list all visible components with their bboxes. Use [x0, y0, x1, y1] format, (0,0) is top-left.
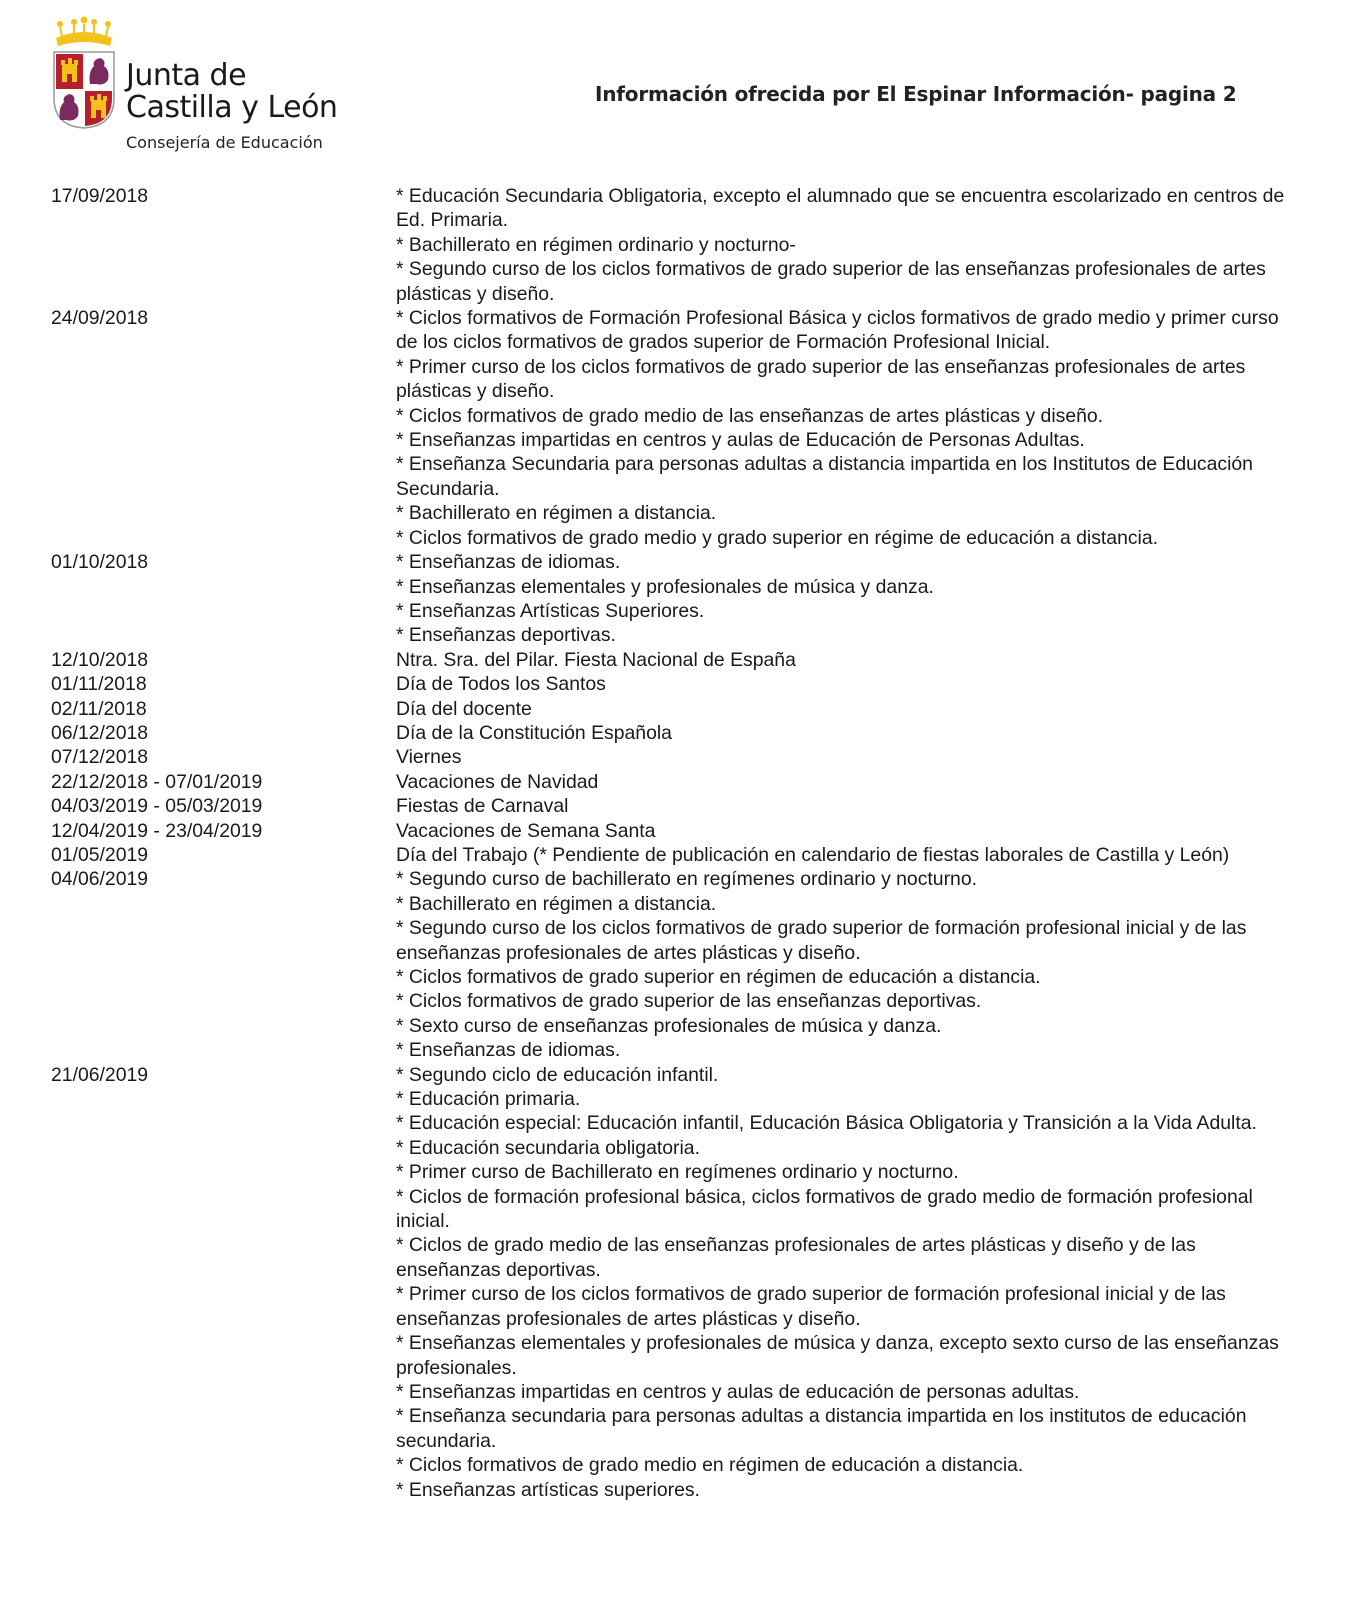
- calendar-description-line: * Educación Secundaria Obligatoria, excepto el alumnado que se encuentra escolarizado en centros de Ed. Primaria.: [396, 185, 1285, 232]
- calendar-description-line: * Ciclos de formación profesional básica, ciclos formativos de grado medio de formación profesional inicial.: [396, 1185, 1253, 1233]
- calendar-description-line: Viernes: [396, 746, 462, 769]
- logo-subtitle: Consejería de Educación: [126, 133, 323, 152]
- calendar-date: 04/06/2019: [51, 868, 149, 891]
- calendar-description-line: * Segundo ciclo de educación infantil.: [396, 1063, 719, 1086]
- calendar-row: [51, 1063, 1311, 1502]
- calendar-description: [396, 672, 1296, 696]
- calendar-description: [396, 306, 1296, 550]
- calendar-row: [51, 184, 1311, 306]
- calendar-description-line: Día del Trabajo (* Pendiente de publicación en calendario de fiestas laborales de Castilla y León): [396, 843, 1230, 866]
- calendar-date: 24/09/2018: [51, 307, 149, 330]
- crown-icon: [52, 16, 116, 48]
- calendar-row: [51, 672, 1311, 696]
- calendar-row: [51, 819, 1311, 843]
- calendar-description-line: * Ciclos formativos de grado medio de las enseñanzas de artes plásticas y diseño.: [396, 404, 1104, 427]
- calendar-row: [51, 697, 1311, 721]
- calendar-date: 21/06/2019: [51, 1063, 149, 1086]
- calendar-description: [396, 648, 1296, 672]
- calendar-description-line: * Enseñanzas elementales y profesionales de música y danza, excepto sexto curso de las enseñanzas profesionales.: [396, 1332, 1279, 1379]
- calendar-description: [396, 794, 1296, 818]
- calendar-description-line: Vacaciones de Navidad: [396, 770, 599, 793]
- logo-title-line2: Castilla y León: [126, 90, 338, 125]
- calendar-description-line: * Primer curso de los ciclos formativos de grado superior de las enseñanzas profesionales de artes plásticas y diseño.: [396, 355, 1246, 403]
- calendar-description-line: * Bachillerato en régimen a distancia.: [396, 502, 717, 525]
- calendar-description-line: * Ciclos formativos de grado superior en régimen de educación a distancia.: [396, 966, 1041, 988]
- calendar-date: 12/04/2019 - 23/04/2019: [51, 819, 263, 842]
- calendar-date: 07/12/2018: [51, 746, 149, 769]
- calendar-description-line: * Enseñanza secundaria para personas adultas a distancia impartida en los institutos de educación secundaria.: [396, 1405, 1247, 1452]
- calendar-description: [396, 867, 1296, 1062]
- calendar-description: [396, 721, 1296, 745]
- calendar-date: 22/12/2018 - 07/01/2019: [51, 770, 263, 793]
- calendar-description-line: Día de Todos los Santos: [396, 673, 606, 696]
- calendar-description-line: * Enseñanza Secundaria para personas adultas a distancia impartida en los Institutos de Educación Secundaria.: [396, 453, 1253, 500]
- calendar-description-line: Vacaciones de Semana Santa: [396, 819, 656, 842]
- calendar-description-line: * Educación secundaria obligatoria.: [396, 1136, 700, 1159]
- junta-castilla-leon-logo: [52, 16, 372, 161]
- calendar-description: [396, 843, 1296, 867]
- calendar-description-line: * Enseñanzas impartidas en centros y aulas de educación de personas adultas.: [396, 1380, 1080, 1403]
- coat-of-arms-icon: [52, 50, 116, 130]
- calendar-description-line: * Ciclos formativos de grado medio en régimen de educación a distancia.: [396, 1454, 1024, 1477]
- calendar-description: [396, 770, 1296, 794]
- calendar-description-line: * Ciclos formativos de grado medio y grado superior en régime de educación a distancia.: [396, 526, 1159, 549]
- calendar-row: [51, 721, 1311, 745]
- calendar-row: [51, 843, 1311, 867]
- calendar-row: [51, 648, 1311, 672]
- calendar-description-line: * Educación primaria.: [396, 1088, 581, 1111]
- calendar-description-line: * Enseñanzas de idiomas.: [396, 551, 621, 574]
- calendar-description-line: Fiestas de Carnaval: [396, 795, 569, 818]
- calendar-row: [51, 867, 1311, 1062]
- calendar-description: [396, 550, 1296, 648]
- calendar-description-line: * Enseñanzas de idiomas.: [396, 1039, 621, 1062]
- calendar-description-line: Día de la Constitución Española: [396, 721, 672, 744]
- page-heading: Información ofrecida por El Espinar Información- pagina 2: [595, 82, 1237, 106]
- calendar-row: [51, 770, 1311, 794]
- logo-title-line1: Junta de: [126, 58, 247, 93]
- calendar-description: [396, 819, 1296, 843]
- calendar-date: 06/12/2018: [51, 721, 149, 744]
- calendar-date: 01/11/2018: [51, 673, 147, 696]
- calendar-date: 01/10/2018: [51, 551, 149, 574]
- calendar-row: [51, 550, 1311, 648]
- calendar-description-line: * Bachillerato en régimen a distancia.: [396, 892, 717, 915]
- calendar-description: [396, 1063, 1296, 1502]
- logo-title: [126, 60, 337, 124]
- calendar-description-line: * Enseñanzas impartidas en centros y aulas de Educación de Personas Adultas.: [396, 429, 1085, 452]
- calendar-date: 01/05/2019: [51, 843, 149, 866]
- calendar-description-line: * Sexto curso de enseñanzas profesionales de música y danza.: [396, 1014, 942, 1037]
- calendar-description-line: * Ciclos formativos de grado superior de las enseñanzas deportivas.: [396, 990, 982, 1013]
- calendar-row: [51, 306, 1311, 550]
- calendar-date: 02/11/2018: [51, 697, 147, 720]
- calendar-description: [396, 745, 1296, 769]
- calendar-description-line: * Enseñanzas deportivas.: [396, 624, 616, 647]
- calendar-description: [396, 184, 1296, 306]
- calendar-row: [51, 745, 1311, 769]
- calendar-description-line: * Enseñanzas artísticas superiores.: [396, 1478, 700, 1501]
- calendar-description: [396, 697, 1296, 721]
- calendar-description-line: * Ciclos formativos de Formación Profesional Básica y ciclos formativos de grado medio y primer curso de los ciclos formativos de grados superior de Formación Profesional Inicial.: [396, 307, 1279, 354]
- school-calendar-table: [51, 184, 1311, 1502]
- calendar-description-line: * Segundo curso de los ciclos formativos de grado superior de las enseñanzas profesionales de artes plásticas y diseño.: [396, 258, 1266, 305]
- calendar-description-line: Ntra. Sra. del Pilar. Fiesta Nacional de España: [396, 648, 796, 671]
- calendar-date: 04/03/2019 - 05/03/2019: [51, 795, 263, 818]
- calendar-date: 17/09/2018: [51, 185, 149, 207]
- calendar-description-line: * Educación especial: Educación infantil, Educación Básica Obligatoria y Transición a la Vida Adulta.: [396, 1112, 1257, 1135]
- calendar-date: 12/10/2018: [51, 648, 149, 671]
- calendar-description-line: * Primer curso de Bachillerato en regímenes ordinario y nocturno.: [396, 1161, 959, 1184]
- page-header: [0, 0, 1352, 170]
- calendar-row: [51, 794, 1311, 818]
- calendar-description-line: Día del docente: [396, 697, 532, 720]
- calendar-description-line: * Enseñanzas Artísticas Superiores.: [396, 599, 705, 622]
- calendar-description-line: * Segundo curso de bachillerato en regímenes ordinario y nocturno.: [396, 868, 977, 891]
- calendar-description-line: * Bachillerato en régimen ordinario y nocturno-: [396, 233, 796, 256]
- calendar-description-line: * Enseñanzas elementales y profesionales de música y danza.: [396, 575, 934, 598]
- calendar-description-line: * Primer curso de los ciclos formativos de grado superior de formación profesional inicial y de las enseñanzas profesionales de artes plásticas y diseño.: [396, 1283, 1226, 1330]
- calendar-description-line: * Ciclos de grado medio de las enseñanzas profesionales de artes plásticas y diseño y de las enseñanzas deportivas.: [396, 1234, 1196, 1281]
- calendar-description-line: * Segundo curso de los ciclos formativos de grado superior de formación profesional inicial y de las enseñanzas profesionales de artes plásticas y diseño.: [396, 917, 1247, 964]
